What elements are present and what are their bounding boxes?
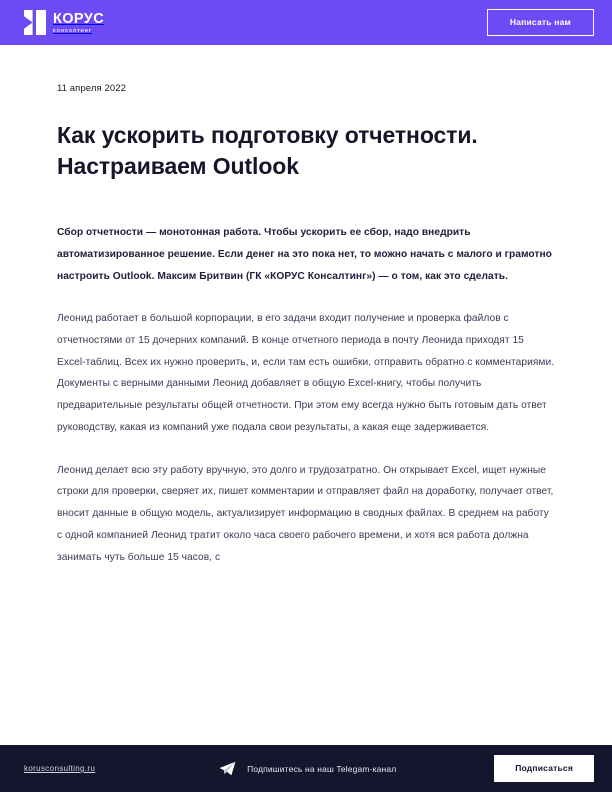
article-paragraph-1: Леонид работает в большой корпорации, в его задачи входит получение и проверка файлов с отчетностями от 15 дочерних компаний. В конце отчетного периода в почту Леонида приходят 15 Excel-таблиц. Всех их нужно проверить, и, если там есть ошибки, отправить обратно с комментариями. Документы с верными данными Леонид добавляет в общую Excel-книгу, чтобы получить предварительные результаты общей отчетности. При этом ему всегда нужно быть готовым дать ответ руководству, какая из компаний уже подала свои результаты, а какая еще задерживается. xyxy=(57,313,555,433)
telegram-paper-plane-icon xyxy=(219,761,236,776)
subscribe-button[interactable]: Подписаться xyxy=(494,755,594,782)
brand-text xyxy=(53,12,104,33)
footer-site-url[interactable]: korusconsulting.ru xyxy=(24,764,96,773)
site-footer xyxy=(0,745,612,792)
contact-us-button[interactable]: Написать нам xyxy=(487,9,594,36)
korus-bracket-logo-icon xyxy=(24,10,46,35)
telegram-promo-label: Подпишитесь на наш Telegam-канал xyxy=(247,763,397,774)
site-header xyxy=(0,0,612,45)
article-lead-paragraph: Сбор отчетности — монотонная работа. Чтобы ускорить ее сбор, надо внедрить автоматизированное решение. Если денег на это пока нет, то можно начать с малого и грамотно настроить Outlook. Максим Бритвин (ГК «КОРУС Консалтинг») — о том, как это сделать. xyxy=(57,227,552,282)
article-content xyxy=(0,45,612,745)
telegram-promo[interactable] xyxy=(135,761,480,776)
article-date: 11 апреля 2022 xyxy=(57,83,127,94)
brand-name: КОРУС xyxy=(53,10,105,27)
brand-logo-link[interactable] xyxy=(24,10,104,35)
brand-subtitle: КОНСАЛТИНГ xyxy=(53,27,93,33)
article-paragraph-2: Леонид делает всю эту работу вручную, это долго и трудозатратно. Он открывает Excel, ищет нужные строки для проверки, сверяет их, пишет комментарии и отправляет файл на доработку, получает ответ, вносит данные в общую модель, актуализирует информацию в сводных файлах. В среднем на работу с одной компанией Леонид тратит около часа своего рабочего времени, и хотя вся работа должна занимать чуть больше 15 часов, с xyxy=(57,464,554,563)
page-title: Как ускорить подготовку отчетности. Настраиваем Outlook xyxy=(57,122,478,179)
